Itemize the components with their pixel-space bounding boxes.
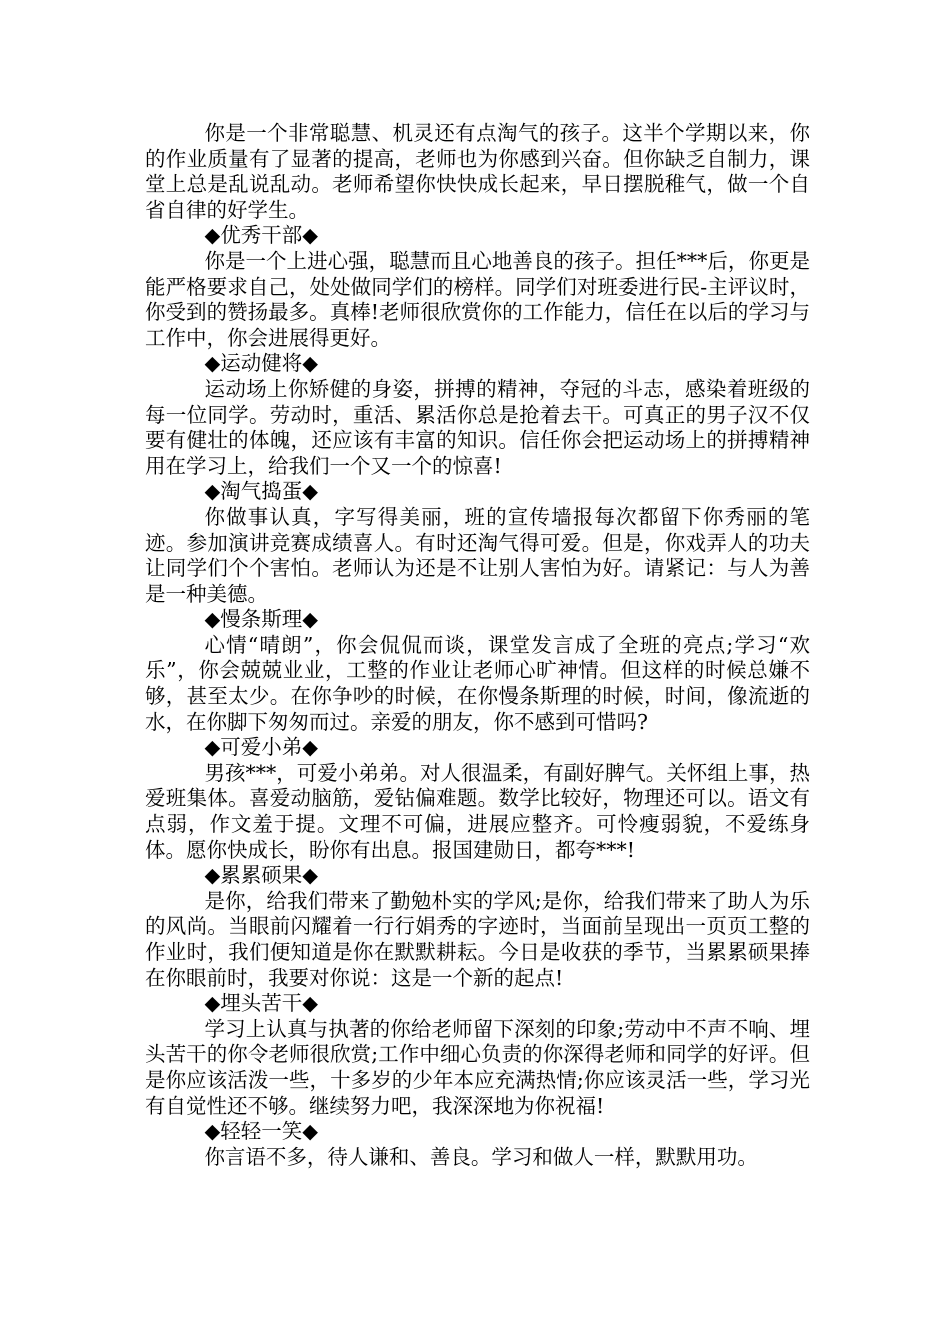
section-heading-hardworking: ◆埋头苦干◆ xyxy=(204,991,318,1016)
section-heading-excellent-cadre: ◆优秀干部◆ xyxy=(204,223,318,248)
document-body xyxy=(145,121,810,1170)
paragraph-sports-star: 运动场上你矫健的身姿，拼搏的精神，夺冠的斗志，感染着班级的每一位同学。劳动时，重活、累活你总是抢着去干。可真正的男子汉不仅要有健壮的体魄，还应该有丰富的知识。信任你会把运动场上的拼搏精神用在学习上，给我们一个又一个的惊喜! xyxy=(145,376,810,478)
paragraph-mischievous: 你做事认真，字写得美丽，班的宣传墙报每次都留下你秀丽的笔迹。参加演讲竞赛成绩喜人。有时还淘气得可爱。但是，你戏弄人的功夫让同学们个个害怕。老师认为还是不让别人害怕为好。请紧记：与人为善是一种美德。 xyxy=(145,504,810,606)
paragraph-gentle-smile: 你言语不多，待人谦和、善良。学习和做人一样，默默用功。 xyxy=(204,1144,758,1169)
paragraph-cute-brother: 男孩***，可爱小弟弟。对人很温柔，有副好脾气。关怀组上事，热爱班集体。喜爱动脑筋，爱钻偏难题。数学比较好，物理还可以。语文有点弱，作文羞于提。文理不可偏，进展应整齐。可怜瘦弱貌，不爱练身体。愿你快成长，盼你有出息。报国建勋日，都夸***! xyxy=(145,760,810,862)
section-heading-fruitful: ◆累累硕果◆ xyxy=(204,863,318,888)
section-heading-unhurried: ◆慢条斯理◆ xyxy=(204,607,318,632)
section-heading-cute-brother: ◆可爱小弟◆ xyxy=(204,735,318,760)
paragraph-fruitful: 是你，给我们带来了勤勉朴实的学风;是你，给我们带来了助人为乐的风尚。当眼前闪耀着一行行娟秀的字迹时，当面前呈现出一页页工整的作业时，我们便知道是你在默默耕耘。今日是收获的季节，当累累硕果捧在你眼前时，我要对你说：这是一个新的起点! xyxy=(145,888,810,990)
paragraph-unhurried: 心情“晴朗”，你会侃侃而谈，课堂发言成了全班的亮点;学习“欢乐”，你会兢兢业业，工整的作业让老师心旷神情。但这样的时候总嫌不够，甚至太少。在你争吵的时候，在你慢条斯理的时候，时间，像流逝的水，在你脚下匆匆而过。亲爱的朋友，你不感到可惜吗? xyxy=(145,632,810,734)
paragraph-hardworking: 学习上认真与执著的你给老师留下深刻的印象;劳动中不声不响、埋头苦干的你令老师很欣赏;工作中细心负责的你深得老师和同学的好评。但是你应该活泼一些，十多岁的少年本应充满热情;你应该灵活一些，学习光有自觉性还不够。继续努力吧，我深深地为你祝福! xyxy=(145,1016,810,1118)
paragraph-excellent-cadre: 你是一个上进心强，聪慧而且心地善良的孩子。担任***后，你更是能严格要求自己，处处做同学们的榜样。同学们对班委进行民-主评议时，你受到的赞扬最多。真棒!老师很欣赏你的工作能力，信任在以后的学习与工作中，你会进展得更好。 xyxy=(145,248,810,350)
section-heading-gentle-smile: ◆轻轻一笑◆ xyxy=(204,1119,318,1144)
section-heading-mischievous: ◆淘气捣蛋◆ xyxy=(204,479,318,504)
paragraph-intro: 你是一个非常聪慧、机灵还有点淘气的孩子。这半个学期以来，你的作业质量有了显著的提高，老师也为你感到兴奋。但你缺乏自制力，课堂上总是乱说乱动。老师希望你快快成长起来，早日摆脱稚气，做一个自省自律的好学生。 xyxy=(145,121,810,222)
section-heading-sports-star: ◆运动健将◆ xyxy=(204,351,318,376)
